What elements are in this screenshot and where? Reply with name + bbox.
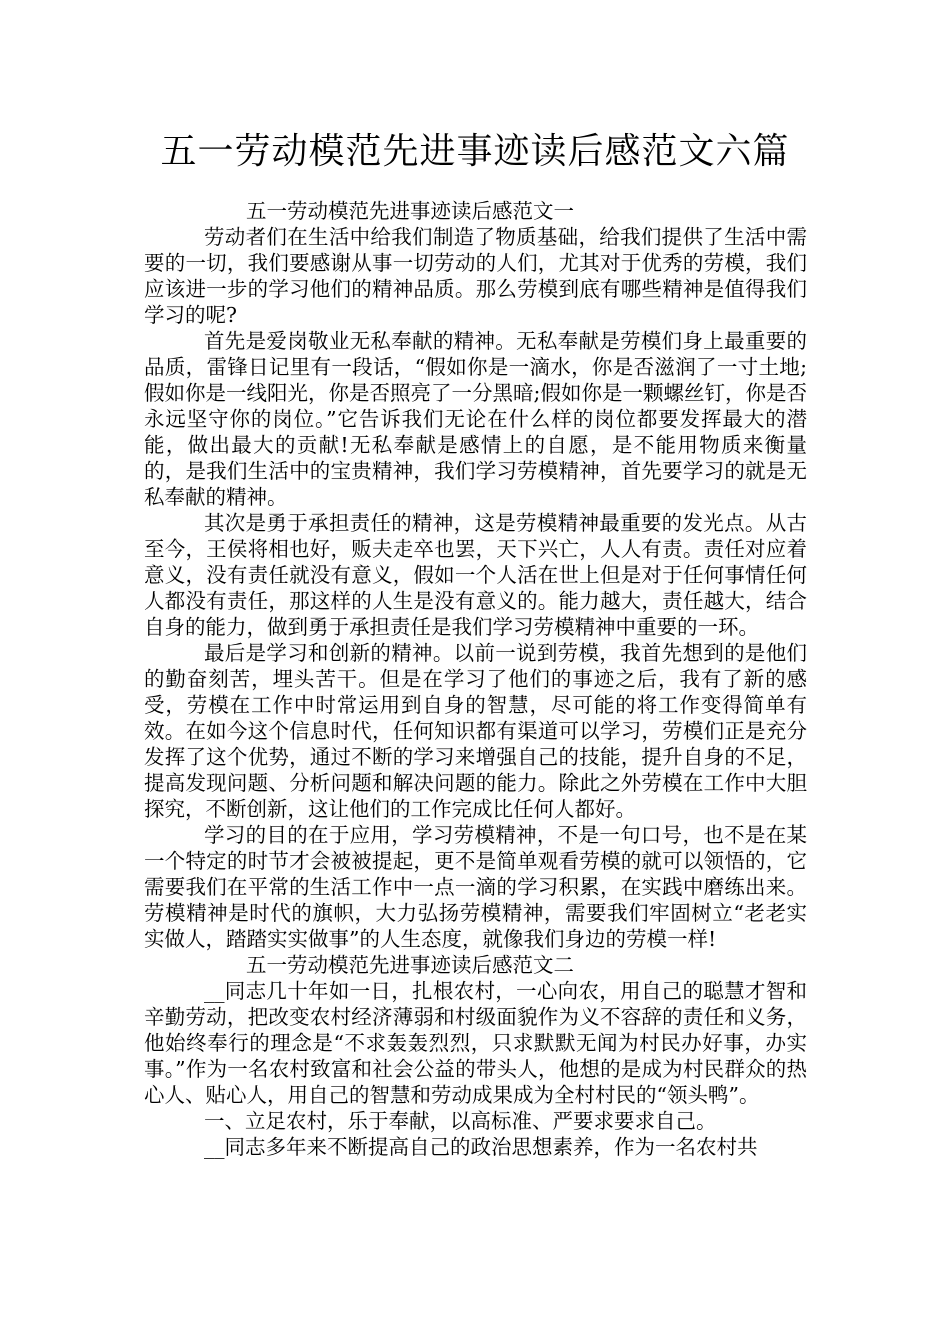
paragraph: 最后是学习和创新的精神。以前一说到劳模，我首先想到的是他们的勤奋刻苦，埋头苦干。但是在学习了他们的事迹之后，我有了新的感受，劳模在工作中时常运用到自身的智慧，尽可能的将工作变得简单有效。在如今这个信息时代，任何知识都有渠道可以学习，劳模们正是充分发挥了这个优势，通过不断的学习来增强自己的技能，提升自身的不足，提高发现问题、分析问题和解决问题的能力。除此之外劳模在工作中大胆探究，不断创新，这让他们的工作完成比任何人都好。 — [144, 641, 807, 821]
paragraph: 其次是勇于承担责任的精神，这是劳模精神最重要的发光点。从古至今，王侯将相也好，贩夫走卒也罢，天下兴亡，人人有责。责任对应着意义，没有责任就没有意义，假如一个人活在世上但是对于任何事情任何人都没有责任，那这样的人生是没有意义的。能力越大，责任越大，结合自身的能力，做到勇于承担责任是我们学习劳模精神中重要的一环。 — [144, 511, 807, 639]
paragraph: 首先是爱岗敬业无私奉献的精神。无私奉献是劳模们身上最重要的品质，雷锋日记里有一段话，“假如你是一滴水，你是否滋润了一寸土地;假如你是一线阳光，你是否照亮了一分黑暗;假如你是一颗螺丝钉，你是否永远坚守你的岗位。”它告诉我们无论在什么样的岗位都要发挥最大的潜能，做出最大的贡献!无私奉献是感情上的自愿，是不能用物质来衡量的，是我们生活中的宝贵精神，我们学习劳模精神，首先要学习的就是无私奉献的精神。 — [144, 329, 807, 509]
section-heading: 五一劳动模范先进事迹读后感范文二 — [246, 953, 574, 977]
paragraph: __同志多年来不断提高自己的政治思想素养，作为一名农村共 — [204, 1135, 758, 1159]
section-heading: 五一劳动模范先进事迹读后感范文一 — [246, 199, 574, 223]
document-body — [144, 198, 807, 1160]
document-title: 五一劳动模范先进事迹读后感范文六篇 — [160, 131, 790, 172]
paragraph: 一、立足农村，乐于奉献，以高标准、严要求要求自己。 — [204, 1109, 717, 1133]
paragraph: 学习的目的在于应用，学习劳模精神，不是一句口号，也不是在某一个特定的时节才会被被提起，更不是简单观看劳模的就可以领悟的，它需要我们在平常的生活工作中一点一滴的学习积累，在实践中磨练出来。劳模精神是时代的旗帜，大力弘扬劳模精神，需要我们牢固树立“老老实实做人，踏踏实实做事”的人生态度，就像我们身边的劳模一样! — [144, 823, 807, 951]
paragraph: __同志几十年如一日，扎根农村，一心向农，用自己的聪慧才智和辛勤劳动，把改变农村经济薄弱和村级面貌作为义不容辞的责任和义务，他始终奉行的理念是“不求轰轰烈烈，只求默默无闻为村民办好事，办实事。”作为一名农村致富和社会公益的带头人，他想的是成为村民群众的热心人、贴心人，用自己的智慧和劳动成果成为全村村民的“领头鸭”。 — [144, 979, 807, 1107]
paragraph: 劳动者们在生活中给我们制造了物质基础，给我们提供了生活中需要的一切，我们要感谢从事一切劳动的人们，尤其对于优秀的劳模，我们应该进一步的学习他们的精神品质。那么劳模到底有哪些精神是值得我们学习的呢? — [144, 225, 807, 327]
